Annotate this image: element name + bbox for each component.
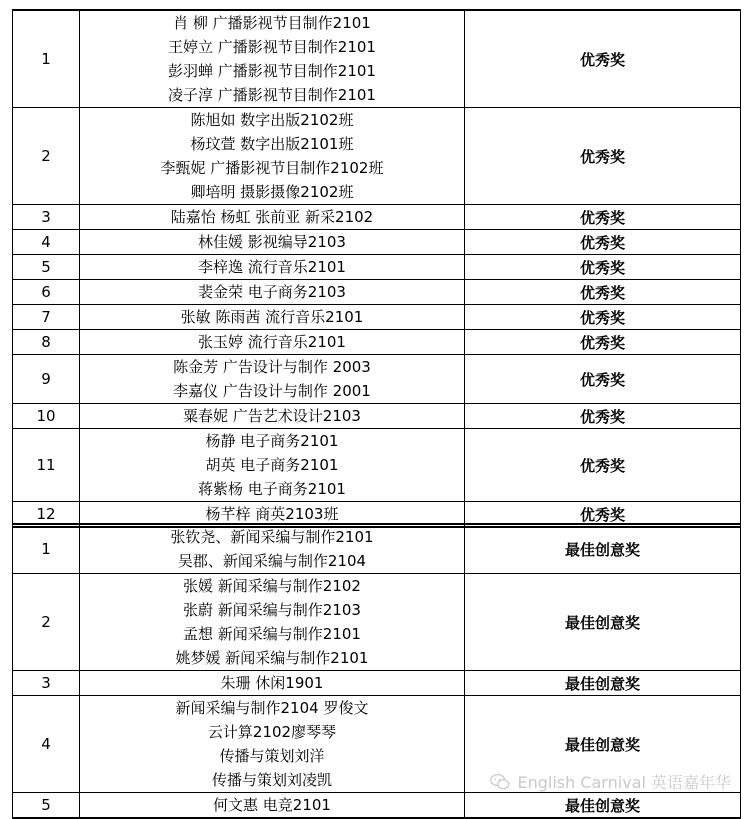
- table1-body: [13, 10, 741, 527]
- award-name: 优秀奖: [465, 205, 741, 230]
- participant-line: 粟春妮 广告艺术设计2103: [183, 407, 361, 425]
- table-row: [13, 280, 741, 305]
- participant-names: [80, 574, 465, 671]
- row-number: 4: [13, 696, 80, 793]
- participant-line: 肖 柳 广播影视节目制作2101: [173, 14, 371, 32]
- award-name: 优秀奖: [465, 429, 741, 502]
- award-name: 最佳创意奖: [465, 524, 741, 574]
- watermark-text: English Carnival 英语嘉年华: [517, 773, 731, 792]
- row-number: 2: [13, 574, 80, 671]
- award-name: 优秀奖: [465, 230, 741, 255]
- table-row: [13, 10, 741, 108]
- participant-line: 张媛 新闻采编与制作2102: [183, 577, 361, 595]
- participant-line: 张玉婷 流行音乐2101: [198, 333, 346, 351]
- table-row: [13, 205, 741, 230]
- participant-names: [80, 793, 465, 819]
- table-row: [13, 429, 741, 502]
- table-row: [13, 671, 741, 696]
- participant-names: [80, 108, 465, 205]
- row-number: 3: [13, 671, 80, 696]
- participant-line: 何文惠 电竞2101: [213, 796, 331, 814]
- row-number: 9: [13, 355, 80, 404]
- participant-names: [80, 205, 465, 230]
- participant-line: 凌子淳 广播影视节目制作2101: [168, 86, 376, 104]
- watermark: [489, 770, 731, 793]
- row-number: 3: [13, 205, 80, 230]
- table-row: [13, 230, 741, 255]
- participant-line: 裴金荣 电子商务2103: [198, 283, 346, 301]
- award-name: 优秀奖: [465, 502, 741, 528]
- participant-names: [80, 280, 465, 305]
- participant-line: 胡英 电子商务2101: [205, 456, 339, 474]
- table-row: [13, 574, 741, 671]
- participant-names: [80, 230, 465, 255]
- participant-names: [80, 10, 465, 108]
- award-name: 最佳创意奖: [465, 671, 741, 696]
- participant-line: 李梓逸 流行音乐2101: [198, 258, 346, 276]
- participant-line: 杨静 电子商务2101: [205, 432, 339, 450]
- row-number: 10: [13, 404, 80, 429]
- participant-line: 杨玟萱 数字出版2101班: [190, 135, 354, 153]
- awards-table-excellence: [12, 9, 741, 528]
- participant-names: [80, 330, 465, 355]
- participant-line: 李嘉仪 广告设计与制作 2001: [173, 382, 371, 400]
- participant-names: [80, 429, 465, 502]
- table-row: [13, 793, 741, 819]
- award-name: 优秀奖: [465, 255, 741, 280]
- award-name: 优秀奖: [465, 355, 741, 404]
- row-number: 7: [13, 305, 80, 330]
- row-number: 5: [13, 255, 80, 280]
- award-name: 最佳创意奖: [465, 574, 741, 671]
- table-row: [13, 255, 741, 280]
- participant-names: [80, 355, 465, 404]
- table-row: [13, 330, 741, 355]
- award-name: 优秀奖: [465, 10, 741, 108]
- row-number: 2: [13, 108, 80, 205]
- participant-line: 杨芊梓 商英2103班: [205, 505, 339, 523]
- participant-names: [80, 696, 465, 793]
- participant-line: 卿培明 摄影摄像2102班: [190, 183, 354, 201]
- award-name: 最佳创意奖: [465, 793, 741, 819]
- row-number: 12: [13, 502, 80, 528]
- participant-line: 陈旭如 数字出版2102班: [190, 111, 354, 129]
- table-row: [13, 404, 741, 429]
- row-number: 11: [13, 429, 80, 502]
- participant-line: 蒋紫杨 电子商务2101: [198, 480, 346, 498]
- participant-names: [80, 255, 465, 280]
- participant-line: 张钦尧、新闻采编与制作2101: [170, 528, 374, 546]
- award-name: 优秀奖: [465, 108, 741, 205]
- participant-names: [80, 305, 465, 330]
- table-row: [13, 524, 741, 574]
- participant-names: [80, 671, 465, 696]
- participant-line: 林佳媛 影视编导2103: [198, 233, 346, 251]
- participant-line: 彭羽蝉 广播影视节目制作2101: [168, 62, 376, 80]
- participant-line: 姚梦媛 新闻采编与制作2101: [175, 649, 369, 667]
- participant-line: 吴郡、新闻采编与制作2104: [177, 552, 367, 570]
- participant-line: 朱珊 休闲1901: [220, 674, 324, 692]
- award-name: 优秀奖: [465, 305, 741, 330]
- table-row: [13, 355, 741, 404]
- participant-line: 张蔚 新闻采编与制作2103: [183, 601, 361, 619]
- participant-line: 陆嘉怡 杨虹 张前亚 新采2102: [170, 208, 374, 226]
- participant-line: 陈金芳 广告设计与制作 2003: [173, 358, 371, 376]
- participant-names: [80, 524, 465, 574]
- participant-line: 新闻采编与制作2104 罗俊文: [175, 699, 369, 717]
- award-name: 优秀奖: [465, 330, 741, 355]
- table-row: [13, 108, 741, 205]
- award-name: 优秀奖: [465, 280, 741, 305]
- participant-line: 王婷立 广播影视节目制作2101: [168, 38, 376, 56]
- participant-line: 云计算2102廖琴琴: [207, 723, 337, 741]
- participant-line: 孟想 新闻采编与制作2101: [183, 625, 361, 643]
- participant-line: 张敏 陈雨茜 流行音乐2101: [180, 308, 364, 326]
- participant-line: 李甄妮 广播影视节目制作2102班: [160, 159, 384, 177]
- wechat-icon: [489, 771, 511, 793]
- participant-names: [80, 404, 465, 429]
- row-number: 5: [13, 793, 80, 819]
- award-name: 优秀奖: [465, 404, 741, 429]
- row-number: 1: [13, 10, 80, 108]
- participant-line: 传播与策划刘洋: [219, 747, 325, 765]
- row-number: 1: [13, 524, 80, 574]
- award-name: 最佳创意奖: [465, 696, 741, 793]
- participant-line: 传播与策划刘凌凯: [211, 771, 332, 789]
- table-row: [13, 305, 741, 330]
- row-number: 6: [13, 280, 80, 305]
- row-number: 4: [13, 230, 80, 255]
- row-number: 8: [13, 330, 80, 355]
